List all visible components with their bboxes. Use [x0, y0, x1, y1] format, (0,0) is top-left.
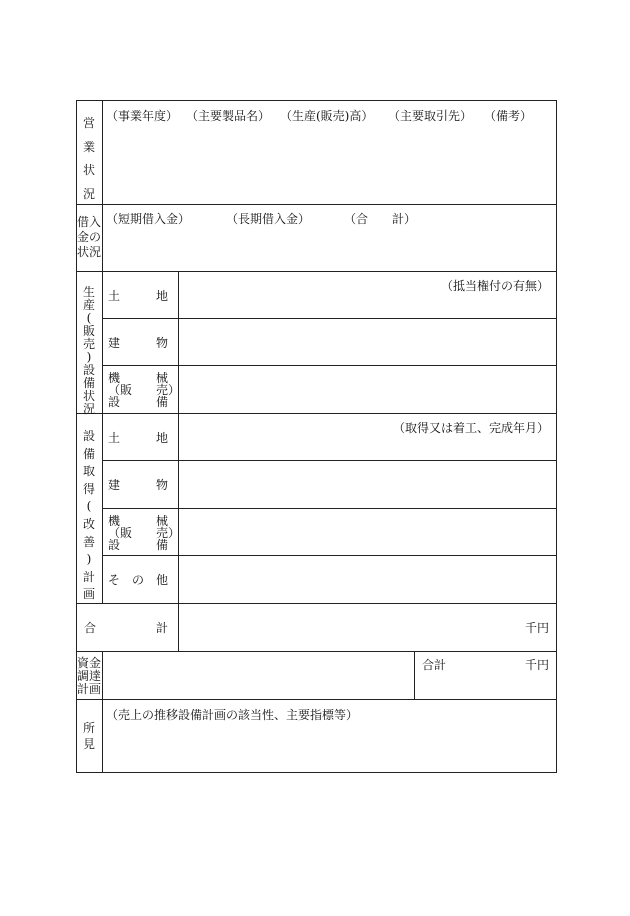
row-divider [76, 271, 557, 272]
plan-machinery-label-line: 設 備 [108, 538, 169, 552]
facilities-machinery-label-line: （販 売） [108, 383, 181, 397]
plan-other-entry[interactable] [179, 556, 556, 602]
funding-side-label-line: 資金 [77, 656, 102, 670]
funding-total-divider [414, 651, 415, 699]
operations-header-production-sales: （生産(販売)高） [280, 109, 374, 123]
row-divider [76, 204, 557, 205]
plan-machinery-label-line: 機 械 [108, 514, 169, 528]
funding-total-unit: 千円 [524, 658, 549, 672]
borrowings-side-label-line: 借入 [77, 215, 102, 229]
borrowings-header-total: （合 計） [344, 212, 417, 226]
facilities-building-entry[interactable] [179, 319, 556, 364]
borrowings-entry-area[interactable] [103, 228, 556, 270]
opinion-side-label-line: 見 [83, 737, 96, 751]
operations-entry-area[interactable] [103, 126, 556, 203]
facilities-building-label: 建 物 [108, 336, 169, 350]
borrowings-side-label-line: 状況 [77, 245, 102, 259]
facilities-machinery-label-line: 設 備 [108, 395, 169, 409]
row-divider [76, 413, 557, 414]
table-border-bottom [76, 772, 557, 773]
total-label: 合 計 [84, 621, 169, 635]
plan-machinery-label-line: （販 売） [108, 526, 181, 540]
operations-side-label: 営 業 状 況 [82, 116, 95, 201]
total-entry[interactable] [179, 604, 499, 650]
total-unit: 千円 [524, 621, 549, 635]
borrowings-side-label-line: 金の [77, 230, 102, 244]
plan-building-label: 建 物 [108, 478, 169, 492]
funding-side-label-line: 計画 [77, 682, 102, 696]
facilities-land-entry[interactable] [179, 295, 556, 317]
funding-plan-entry[interactable] [103, 652, 413, 698]
opinion-entry-area[interactable] [103, 724, 556, 771]
borrowings-header-short-term: （短期借入金） [106, 212, 191, 226]
plan-land-entry[interactable] [179, 437, 556, 459]
borrowings-header-long-term: （長期借入金） [226, 212, 311, 226]
operations-header-fiscal-year: （事業年度） [106, 109, 179, 123]
opinion-hint-text: （売上の推移設備計画の該当性、主要指標等） [106, 708, 359, 722]
table-border-right [556, 100, 557, 773]
operations-header-main-products: （主要製品名） [186, 109, 271, 123]
funding-side-label-line: 調達 [77, 669, 102, 683]
plan-building-entry[interactable] [179, 461, 556, 507]
plan-acquisition-note: （取得又は着工、完成年月） [392, 421, 549, 435]
facilities-land-label: 土 地 [108, 289, 169, 303]
row-divider [76, 699, 557, 700]
table-border-top [76, 100, 557, 101]
plan-land-label: 土 地 [108, 431, 169, 445]
facilities-machinery-entry[interactable] [179, 366, 556, 412]
facilities-machinery-label-line: 機 械 [108, 371, 169, 385]
operations-header-main-clients: （主要取引先） [388, 109, 473, 123]
opinion-side-label-line: 所 [83, 721, 96, 735]
facilities-side-label: 生 産 ( 販 売 ) 設 備 状 況 [82, 285, 95, 416]
facilities-mortgage-note: （抵当権付の有無） [440, 279, 549, 293]
plan-other-label: そ の 他 [108, 573, 169, 587]
operations-header-remarks: （備考） [484, 109, 533, 123]
funding-total-label: 合計 [422, 658, 447, 672]
plan-machinery-entry[interactable] [179, 509, 556, 554]
plan-side-label: 設 備 取 得 ( 改 善 ) 計 画 [82, 429, 95, 602]
